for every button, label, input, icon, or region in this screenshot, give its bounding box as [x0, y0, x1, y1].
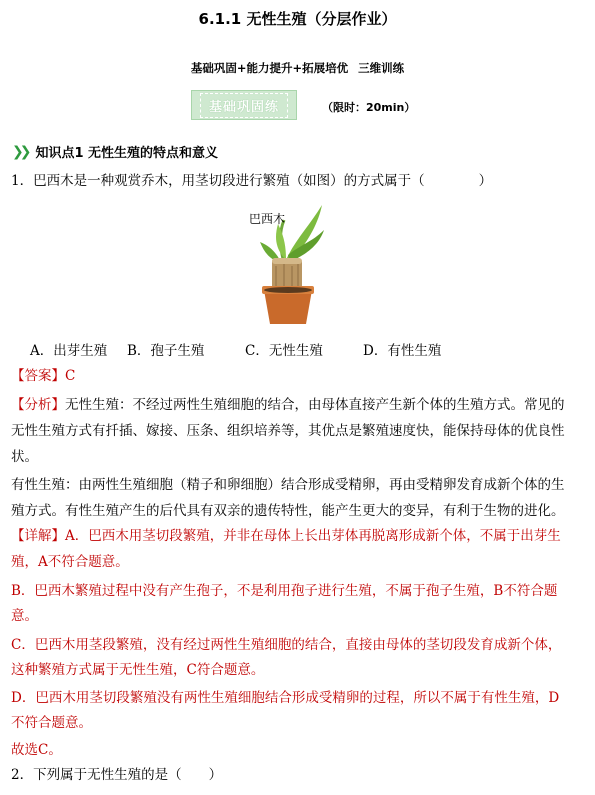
analysis-line: 殖方式。有性生殖产生的后代具有双亲的遗传特性，能产生更大的变异，有利于生物的进化。 — [11, 503, 565, 519]
option-d: D．有性生殖 — [363, 343, 442, 359]
page-subtitle — [0, 60, 595, 76]
analysis-tag: 【分析】 — [11, 397, 65, 413]
detail-line: C．巴西木用茎段繁殖，没有经过两性生殖细胞的结合，直接由母体的茎切段发育成新个体， — [11, 637, 562, 653]
detail-line: 这种繁殖方式属于无性生殖，C符合题意。 — [11, 662, 265, 678]
analysis-line: 状。 — [11, 449, 38, 465]
detail-line: B．巴西木繁殖过程中没有产生孢子，不是利用孢子进行生殖，不属于孢子生殖，B不符合题 — [11, 583, 558, 599]
analysis-line: 有性生殖：由两性生殖细胞（精子和卵细胞）结合形成受精卵，再由受精卵发育成新个体的生 — [11, 477, 565, 493]
detail-line — [11, 523, 583, 549]
detail-line: 殖，A不符合题意。 — [11, 554, 129, 570]
section-badge-label: 基础巩固练 — [200, 93, 288, 118]
option-a: A．出芽生殖 — [30, 343, 108, 359]
detail-conclusion: 故选C。 — [11, 742, 62, 758]
option-c: C．无性生殖 — [245, 343, 323, 359]
detail-tag: 【详解】 — [11, 528, 65, 544]
subtitle-tail: 三维训练 — [358, 61, 405, 75]
question-1-options — [30, 338, 453, 364]
knowledge-point-heading — [12, 142, 218, 161]
detail-text: A．巴西木用茎切段繁殖，并非在母体上长出芽体再脱离形成新个体，不属于出芽生 — [65, 528, 561, 544]
page-title: 6.1.1 无性生殖（分层作业） — [198, 10, 397, 28]
double-chevron-icon: ❯❯ — [12, 143, 28, 160]
knowledge-point-title: 知识点1 无性生殖的特点和意义 — [35, 146, 219, 161]
question-1-stem: 1．巴西木是一种观赏乔木，用茎切段进行繁殖（如图）的方式属于（ ） — [11, 173, 493, 189]
answer-line — [11, 363, 583, 389]
analysis-text: 无性生殖：不经过两性生殖细胞的结合，由母体直接产生新个体的生殖方式。常见的 — [65, 397, 565, 413]
image-label: 巴西木 — [249, 212, 286, 226]
detail-line: 意。 — [11, 608, 38, 624]
section-badge — [191, 90, 297, 120]
answer-tag: 【答案】 — [11, 368, 65, 384]
time-limit: （限时：20min） — [322, 101, 416, 114]
question-2-stem: 2．下列属于无性生殖的是（ ） — [11, 767, 223, 783]
subtitle-main: 基础巩固+能力提升+拓展培优 — [190, 61, 349, 75]
detail-line: D．巴西木用茎切段繁殖没有两性生殖细胞结合形成受精卵的过程，所以不属于有性生殖，D — [11, 690, 560, 706]
analysis-line — [11, 392, 583, 418]
detail-line: 不符合题意。 — [11, 715, 92, 731]
option-b: B．孢子生殖 — [127, 343, 205, 359]
answer-value: C — [65, 368, 76, 384]
analysis-line: 无性生殖方式有扦插、嫁接、压条、组织培养等，其优点是繁殖速度快，能保持母体的优良性 — [11, 423, 565, 439]
